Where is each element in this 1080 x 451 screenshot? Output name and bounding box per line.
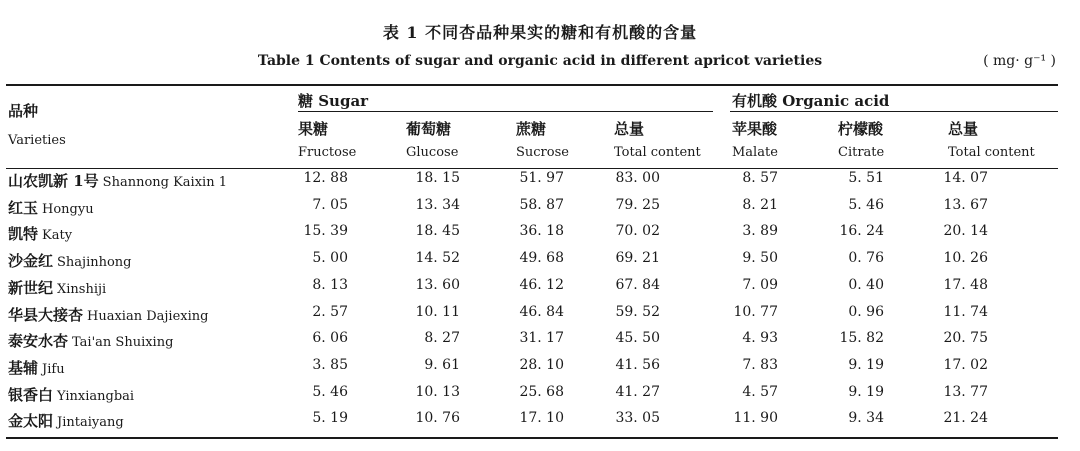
acid-total-cell: 20. 14 (943, 223, 988, 240)
bottom-rule (6, 437, 1058, 439)
citrate-cell: 16. 24 (839, 223, 884, 240)
table-row (0, 357, 1080, 383)
variety-name-en: Huaxian Dajiexing (87, 308, 209, 324)
citrate-cell: 5. 51 (848, 170, 884, 186)
sugar-total-cell: 70. 02 (615, 223, 660, 240)
malate-cell: 7. 09 (742, 276, 778, 293)
variety-name-cn: 华县大接杏 (8, 305, 84, 324)
sucrose-cell: 28. 10 (519, 356, 564, 373)
header-acid-group: 有机酸 Organic acid (732, 92, 890, 110)
header-glucose-en: Glucose (406, 145, 459, 160)
sugar-total-cell: 83. 00 (615, 170, 660, 186)
glucose-cell: 10. 11 (415, 303, 460, 320)
fructose-cell: 5. 19 (312, 410, 348, 427)
header-sucrose-en: Sucrose (516, 145, 569, 160)
sucrose-cell: 17. 10 (519, 410, 564, 427)
header-citrate-cn: 柠檬酸 (838, 120, 884, 138)
glucose-cell: 14. 52 (415, 250, 460, 267)
acid-total-cell: 13. 67 (943, 196, 988, 213)
variety-name-cn: 泰安水杏 (8, 332, 69, 351)
malate-cell: 4. 57 (742, 383, 778, 400)
variety-cell (8, 330, 173, 351)
variety-name-cn: 红玉 (8, 198, 39, 217)
glucose-cell: 9. 61 (424, 356, 460, 373)
table-row (0, 410, 1080, 436)
sugar-total-cell: 45. 50 (615, 330, 660, 347)
variety-name-en: Tai'an Shuixing (72, 335, 174, 351)
sugar-total-cell: 69. 21 (615, 250, 660, 267)
variety-cell (8, 250, 132, 271)
sugar-total-cell: 41. 27 (615, 383, 660, 400)
malate-cell: 3. 89 (742, 223, 778, 240)
header-acid-total-cn: 总量 (948, 120, 979, 138)
citrate-cell: 9. 19 (848, 383, 884, 400)
sugar-total-cell: 41. 56 (615, 356, 660, 373)
sucrose-cell: 49. 68 (519, 250, 564, 267)
variety-name-en: Xinshiji (57, 281, 107, 297)
table-row (0, 330, 1080, 356)
header-variety-cn: 品种 (8, 102, 39, 120)
variety-name-en: Hongyu (42, 201, 94, 217)
citrate-cell: 9. 34 (848, 410, 884, 427)
variety-cell (8, 223, 72, 244)
sucrose-cell: 46. 12 (519, 276, 564, 293)
header-malate-en: Malate (732, 145, 778, 160)
citrate-cell: 0. 76 (848, 250, 884, 267)
table-row (0, 170, 1080, 196)
variety-name-cn: 基辅 (8, 358, 39, 377)
variety-name-en: Jintaiyang (57, 415, 124, 431)
sucrose-cell: 51. 97 (519, 170, 564, 186)
sucrose-cell: 31. 17 (519, 330, 564, 347)
fructose-cell: 8. 13 (312, 276, 348, 293)
variety-name-en: Jifu (42, 361, 65, 377)
table-row (0, 384, 1080, 410)
fructose-cell: 5. 46 (312, 383, 348, 400)
header-variety-en: Varieties (8, 133, 66, 148)
malate-cell: 10. 77 (733, 303, 778, 320)
fructose-cell: 3. 85 (312, 356, 348, 373)
variety-name-en: Shannong Kaixin 1 (102, 175, 227, 190)
acid-total-cell: 11. 74 (943, 303, 988, 320)
acid-total-cell: 14. 07 (943, 170, 988, 186)
header-sugar-total-en: Total content (614, 145, 701, 160)
header-fructose-en: Fructose (298, 145, 357, 160)
sugar-group-line (298, 111, 713, 112)
glucose-cell: 13. 34 (415, 196, 460, 213)
sucrose-cell: 58. 87 (519, 196, 564, 213)
table-row (0, 277, 1080, 303)
acid-total-cell: 10. 26 (943, 250, 988, 267)
fructose-cell: 15. 39 (303, 223, 348, 240)
variety-cell (8, 304, 208, 325)
header-acid-total-en: Total content (948, 145, 1035, 160)
malate-cell: 9. 50 (742, 250, 778, 267)
variety-name-cn: 凯特 (8, 225, 39, 244)
citrate-cell: 0. 40 (848, 276, 884, 293)
glucose-cell: 13. 60 (415, 276, 460, 293)
sugar-total-cell: 79. 25 (615, 196, 660, 213)
table-row (0, 223, 1080, 249)
acid-total-cell: 20. 75 (943, 330, 988, 347)
header-sugar-total-cn: 总量 (614, 120, 645, 138)
variety-name-cn: 金太阳 (8, 412, 54, 431)
malate-cell: 11. 90 (733, 410, 778, 427)
table-row (0, 304, 1080, 330)
glucose-cell: 8. 27 (424, 330, 460, 347)
variety-name-cn: 山农凯新 1号 (8, 172, 99, 190)
variety-cell (8, 197, 94, 218)
header-fructose-cn: 果糖 (298, 120, 329, 138)
glucose-cell: 10. 76 (415, 410, 460, 427)
sugar-total-cell: 59. 52 (615, 303, 660, 320)
variety-name-en: Katy (42, 228, 73, 244)
variety-name-en: Shajinhong (57, 255, 132, 271)
fructose-cell: 7. 05 (312, 196, 348, 213)
header-sucrose-cn: 蔗糖 (516, 120, 547, 138)
variety-name-en: Yinxiangbai (57, 388, 135, 404)
malate-cell: 8. 57 (742, 170, 778, 186)
malate-cell: 8. 21 (742, 196, 778, 213)
acid-total-cell: 17. 02 (943, 356, 988, 373)
sugar-total-cell: 67. 84 (615, 276, 660, 293)
acid-total-cell: 13. 77 (943, 383, 988, 400)
table-row (0, 197, 1080, 223)
glucose-cell: 10. 13 (415, 383, 460, 400)
fructose-cell: 5. 00 (312, 250, 348, 267)
variety-cell (8, 384, 134, 405)
fructose-cell: 6. 06 (312, 330, 348, 347)
variety-cell (8, 277, 106, 298)
table-title-en: Table 1 Contents of sugar and organic acid in different apricot varieties (257, 53, 823, 69)
glucose-cell: 18. 15 (415, 170, 460, 186)
unit-label: ( mg· g⁻¹ ) (983, 53, 1056, 69)
fructose-cell: 12. 88 (303, 170, 348, 186)
sugar-total-cell: 33. 05 (615, 410, 660, 427)
table-title-cn: 表 1 不同杏品种果实的糖和有机酸的含量 (382, 23, 698, 42)
malate-cell: 7. 83 (742, 356, 778, 373)
sucrose-cell: 36. 18 (519, 223, 564, 240)
citrate-cell: 0. 96 (848, 303, 884, 320)
header-malate-cn: 苹果酸 (732, 120, 778, 138)
citrate-cell: 9. 19 (848, 356, 884, 373)
header-rule (6, 168, 1058, 169)
acid-total-cell: 21. 24 (943, 410, 988, 427)
header-sugar-group: 糖 Sugar (298, 92, 369, 110)
sucrose-cell: 25. 68 (519, 383, 564, 400)
variety-cell (8, 357, 65, 378)
citrate-cell: 5. 46 (848, 196, 884, 213)
acid-total-cell: 17. 48 (943, 276, 988, 293)
variety-name-cn: 新世纪 (8, 278, 54, 297)
header-citrate-en: Citrate (838, 145, 885, 160)
top-rule (6, 84, 1058, 86)
malate-cell: 4. 93 (742, 330, 778, 347)
variety-cell (8, 410, 124, 431)
fructose-cell: 2. 57 (312, 303, 348, 320)
citrate-cell: 15. 82 (839, 330, 884, 347)
table-row (0, 250, 1080, 276)
variety-name-cn: 银香白 (8, 385, 54, 404)
acid-group-line (730, 111, 1058, 112)
glucose-cell: 18. 45 (415, 223, 460, 240)
sucrose-cell: 46. 84 (519, 303, 564, 320)
header-glucose-cn: 葡萄糖 (406, 120, 452, 138)
variety-name-cn: 沙金红 (8, 252, 54, 271)
variety-cell (8, 170, 227, 191)
